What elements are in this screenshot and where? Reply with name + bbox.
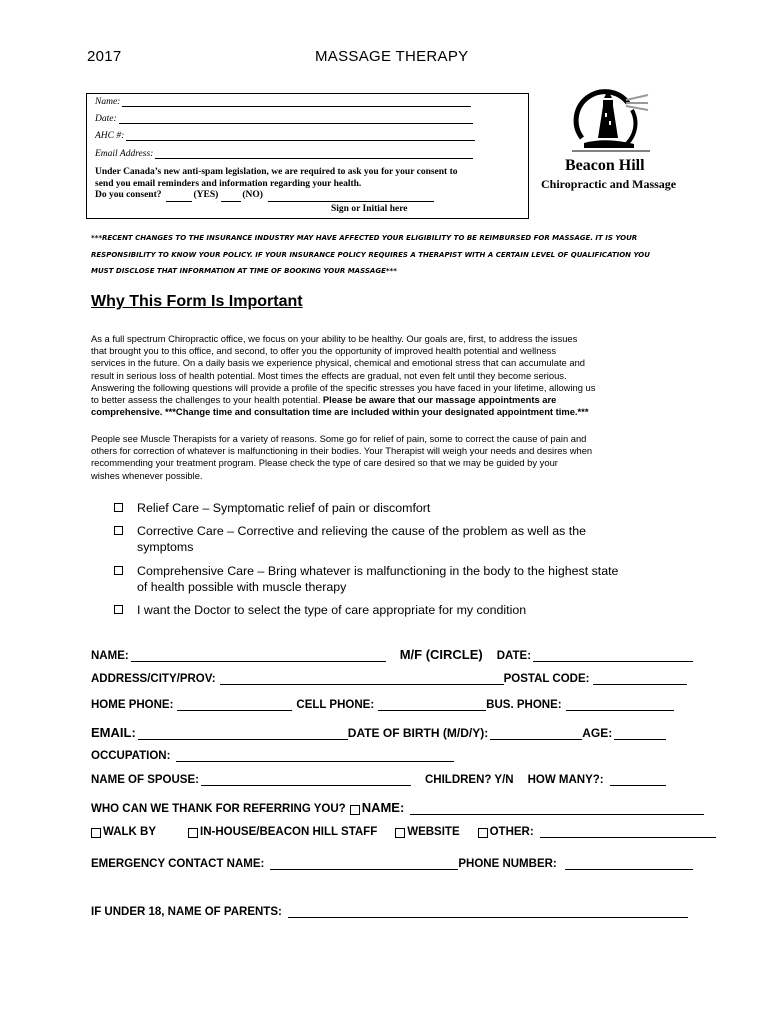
date-field-label: DATE: [496, 650, 532, 662]
consent-text-line1: Under Canada’s new anti-spam legislation, we are required to ask you for your consent to [95, 167, 458, 177]
cell-phone-field[interactable] [378, 700, 486, 711]
other-checkbox[interactable] [478, 828, 488, 838]
email-line [95, 149, 473, 159]
postal-label: POSTAL CODE: [503, 673, 590, 685]
doctor-label: I want the Doctor to select the type of care appropriate for my condition [137, 603, 527, 617]
spouse-label: NAME OF SPOUSE: [91, 774, 199, 786]
emergency-field[interactable] [270, 859, 458, 870]
para2-line: People see Muscle Therapists for a variety of reasons. Some go for relief of pain, some to correct the cause of pain and [91, 433, 587, 444]
row-referral [91, 800, 704, 815]
ahc-label: AHC #: [95, 131, 125, 141]
referral-name-label: NAME: [361, 800, 405, 815]
home-phone-label: HOME PHONE: [91, 699, 174, 711]
email-label: Email Address: [95, 149, 154, 159]
parents-field[interactable] [288, 907, 688, 918]
logo-subtitle: Chiropractic and Massage [541, 177, 677, 191]
walk-by-checkbox[interactable] [91, 828, 101, 838]
sign-label: Sign or Initial here [331, 204, 408, 214]
care-option-corrective [114, 523, 586, 555]
doctor-checkbox[interactable] [114, 605, 123, 614]
emergency-phone-field[interactable] [565, 859, 693, 870]
date-label: Date: [95, 114, 117, 124]
cell-phone-label: CELL PHONE: [296, 699, 375, 711]
para1-line: services in the future. On a daily basis we experience physical, chemical and emotional stress that can accumulate and [91, 357, 586, 369]
signature-field[interactable] [268, 193, 434, 202]
name-field[interactable] [131, 651, 386, 662]
referral-label: WHO CAN WE THANK FOR REFERRING YOU? [91, 803, 346, 815]
para2-line: others for correction of whatever is malfunctioning in their bodies. Your Therapist will weigh your needs and desires when [91, 445, 593, 457]
comprehensive-checkbox[interactable] [114, 566, 123, 575]
inhouse-label: IN-HOUSE/BEACON HILL STAFF [200, 826, 378, 838]
para2-line: wishes whenever possible. [91, 469, 203, 481]
care-paragraph [91, 433, 592, 482]
ahc-line [95, 131, 475, 141]
dob-label: DATE OF BIRTH (M/D/Y): [347, 726, 489, 740]
para1-line: result in serious loss of health potential. Most times the effects are gradual, not even felt until they become serious. [91, 369, 567, 381]
para1-line [91, 394, 595, 406]
insurance-notice [91, 230, 650, 280]
row-emergency [91, 858, 693, 870]
logo-name: Beacon Hill [565, 157, 645, 174]
occupation-label: OCCUPATION: [91, 750, 171, 762]
name-label: Name: [95, 97, 121, 107]
corrective-label-line: symptoms [137, 540, 194, 554]
corrective-label-line: Corrective Care – Corrective and relieving the cause of the problem as well as the [137, 524, 587, 538]
care-option-doctor [114, 602, 526, 618]
address-label: ADDRESS/CITY/PROV: [91, 673, 216, 685]
row-address [91, 673, 687, 685]
comprehensive-label-line: Comprehensive Care – Bring whatever is malfunctioning in the body to the highest state [137, 564, 619, 578]
corrective-checkbox[interactable] [114, 526, 123, 535]
intro-paragraph [91, 333, 595, 418]
occupation-field[interactable] [176, 751, 454, 762]
how-many-label: HOW MANY?: [527, 774, 604, 786]
consent-text [95, 167, 458, 202]
walk-by-label: WALK BY [103, 826, 157, 838]
row-email [91, 725, 666, 740]
para2-line: recommending your treatment program. Please check the type of care desired so that we may be guided by your [91, 457, 558, 469]
form-year: 2017 [87, 48, 122, 65]
how-many-field[interactable] [610, 775, 666, 786]
children-label[interactable]: CHILDREN? Y/N [424, 774, 514, 786]
para1-line: that brought you to this office, and second, to offer you the opportunity of improved health potential and wellness [91, 345, 557, 357]
section-title: Why This Form Is Important [91, 293, 303, 310]
row-name [91, 647, 693, 662]
notice-line3: MUST DISCLOSE THAT INFORMATION AT TIME OF BOOKING YOUR MASSAGE*** [91, 267, 397, 275]
date-input[interactable] [119, 114, 473, 124]
inhouse-checkbox[interactable] [188, 828, 198, 838]
date-field[interactable] [533, 651, 693, 662]
email-field[interactable] [138, 729, 348, 740]
no-field[interactable] [221, 193, 241, 202]
para1-line: Answering the following questions will provide a profile of the specific stresses you have faced in your lifetime, allowing us [91, 381, 596, 393]
consent-question: Do you consent? [95, 190, 162, 200]
yes-field[interactable] [166, 193, 192, 202]
address-field[interactable] [220, 674, 504, 685]
website-checkbox[interactable] [395, 828, 405, 838]
postal-field[interactable] [593, 674, 687, 685]
row-occupation [91, 750, 454, 762]
emergency-label: EMERGENCY CONTACT NAME: [91, 858, 265, 870]
website-label: WEBSITE [407, 826, 460, 838]
age-field[interactable] [614, 729, 666, 740]
consent-question-line [95, 190, 458, 202]
name-input[interactable] [122, 97, 471, 107]
relief-label: Relief Care – Symptomatic relief of pain or discomfort [137, 501, 431, 515]
comprehensive-label [137, 563, 618, 595]
other-field[interactable] [540, 827, 716, 838]
ahc-input[interactable] [126, 131, 475, 141]
referral-name-checkbox[interactable] [350, 805, 360, 815]
consent-box [86, 93, 529, 219]
gender-label[interactable]: M/F (CIRCLE) [399, 647, 483, 662]
emergency-phone-label: PHONE NUMBER: [458, 858, 557, 870]
relief-checkbox[interactable] [114, 503, 123, 512]
email-input[interactable] [155, 149, 473, 159]
age-label: AGE: [582, 726, 613, 740]
date-line [95, 114, 473, 124]
appointment-notice-line: comprehensive. ***Change time and consultation time are included within your designated appointment time.*** [91, 406, 589, 418]
bus-phone-field[interactable] [566, 700, 674, 711]
para1-line: As a full spectrum Chiropractic office, we focus on your ability to be healthy. Our goals are, first, to address the issues [91, 333, 578, 344]
corrective-label [137, 523, 586, 555]
consent-text-line2: send you email reminders and information regarding your health. [95, 178, 362, 189]
notice-line2: RESPONSIBILITY TO KNOW YOUR POLICY. IF YOUR INSURANCE POLICY REQUIRES A THERAPIST WITH A CERTAIN LEVEL OF QUALIFICATION YOU [91, 250, 650, 259]
row-referral-source [91, 826, 716, 838]
name-line [95, 97, 471, 107]
comprehensive-label-line: of health possible with muscle therapy [137, 580, 347, 594]
yes-label: (YES) [193, 190, 219, 200]
dob-field[interactable] [490, 729, 582, 740]
email-field-label: EMAIL: [91, 725, 136, 740]
row-spouse [91, 774, 666, 786]
parents-label: IF UNDER 18, NAME OF PARENTS: [91, 906, 282, 918]
row-parents [91, 906, 688, 918]
care-option-relief [114, 500, 430, 516]
care-option-comprehensive [114, 563, 618, 595]
notice-line1: ***RECENT CHANGES TO THE INSURANCE INDUSTRY MAY HAVE AFFECTED YOUR ELIGIBILITY TO BE REIMBURSED FOR MASSAGE. IT IS YOUR [91, 234, 638, 242]
referral-name-field[interactable] [410, 804, 704, 815]
form-title: MASSAGE THERAPY [315, 48, 469, 65]
home-phone-field[interactable] [177, 700, 292, 711]
no-label: (NO) [242, 190, 263, 200]
name-field-label: NAME: [91, 650, 129, 662]
other-label: OTHER: [489, 826, 534, 838]
para1-text: to better assess the challenges to your health potential. [91, 394, 323, 406]
row-phones [91, 699, 674, 711]
spouse-field[interactable] [201, 775, 411, 786]
appointment-notice: Please be aware that our massage appointments are [322, 394, 557, 406]
bus-phone-label: BUS. PHONE: [486, 699, 562, 711]
lighthouse-logo-icon [566, 88, 656, 158]
